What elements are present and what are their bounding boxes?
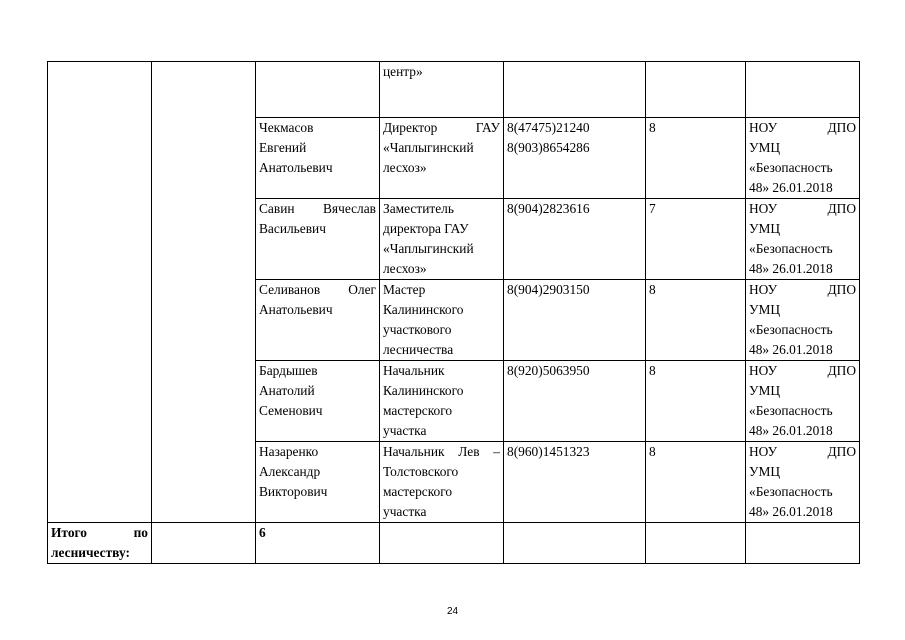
training-cell xyxy=(746,62,860,118)
total-empty-cell xyxy=(746,523,860,564)
cell-line: НОУ ДПО xyxy=(749,282,856,297)
cell-line: Викторович xyxy=(259,484,328,499)
count-cell xyxy=(646,361,746,442)
forestry-cell xyxy=(48,62,152,523)
cell-line: Анатолий xyxy=(259,383,315,398)
total-label-line: лесничеству: xyxy=(51,545,130,560)
total-empty-cell xyxy=(646,523,746,564)
cell-line: 48» 26.01.2018 xyxy=(749,180,833,195)
cell-line: Селиванов Олег xyxy=(259,282,376,297)
cell-line: Начальник xyxy=(383,363,445,378)
count-cell xyxy=(646,62,746,118)
name-cell xyxy=(256,199,380,280)
position-cell xyxy=(380,442,504,523)
cell-line: УМЦ xyxy=(749,140,781,155)
cell-line: 48» 26.01.2018 xyxy=(749,423,833,438)
training-cell xyxy=(746,118,860,199)
total-empty-cell xyxy=(152,523,256,564)
cell-line: Александр xyxy=(259,464,321,479)
total-label xyxy=(48,523,152,564)
cell-line: 8 xyxy=(649,282,656,297)
cell-line: Бардышев xyxy=(259,363,318,378)
training-cell xyxy=(746,442,860,523)
personnel-table xyxy=(47,61,860,564)
cell-line: Калининского xyxy=(383,302,464,317)
cell-line: лесхоз» xyxy=(383,160,427,175)
total-row xyxy=(48,523,860,564)
cell-line: 8 xyxy=(649,363,656,378)
phone-cell xyxy=(504,361,646,442)
cell-line: Начальник Лев – xyxy=(383,444,500,459)
cell-line: «Чаплыгинский xyxy=(383,241,474,256)
count-cell xyxy=(646,118,746,199)
cell-line: мастерского xyxy=(383,484,453,499)
cell-line: Анатольевич xyxy=(259,302,333,317)
cell-line: 7 xyxy=(649,201,656,216)
cell-line: Толстовского xyxy=(383,464,459,479)
total-empty-cell xyxy=(380,523,504,564)
phone-cell xyxy=(504,442,646,523)
total-label-line: Итого по xyxy=(51,525,148,540)
name-cell xyxy=(256,118,380,199)
count-cell xyxy=(646,442,746,523)
position-cell xyxy=(380,361,504,442)
cell-line: Назаренко xyxy=(259,444,319,459)
cell-line: УМЦ xyxy=(749,464,781,479)
cell-line: участка xyxy=(383,423,427,438)
cell-line: Семенович xyxy=(259,403,323,418)
cell-line: «Безопасность xyxy=(749,160,833,175)
cell-line: Мастер xyxy=(383,282,426,297)
cell-line: лесхоз» xyxy=(383,261,427,276)
cell-line: Чекмасов xyxy=(259,120,314,135)
cell-line: УМЦ xyxy=(749,383,781,398)
position-cell xyxy=(380,118,504,199)
name-cell xyxy=(256,62,380,118)
cell-line: 48» 26.01.2018 xyxy=(749,342,833,357)
cell-line: лесничества xyxy=(383,342,454,357)
cell-line: 8 xyxy=(649,120,656,135)
cell-line: участка xyxy=(383,504,427,519)
cell-line: центр» xyxy=(383,64,423,79)
position-cell xyxy=(380,62,504,118)
position-cell xyxy=(380,199,504,280)
cell-line: «Безопасность xyxy=(749,241,833,256)
cell-line: 8(904)2823616 xyxy=(507,201,590,216)
phone-cell xyxy=(504,118,646,199)
cell-line: Васильевич xyxy=(259,221,326,236)
cell-line: «Безопасность xyxy=(749,484,833,499)
cell-line: 8 xyxy=(649,444,656,459)
name-cell xyxy=(256,361,380,442)
page-number: 24 xyxy=(446,606,459,617)
cell-line: Евгений xyxy=(259,140,307,155)
cell-line: 8(904)2903150 xyxy=(507,282,590,297)
name-cell xyxy=(256,280,380,361)
total-empty-cell xyxy=(504,523,646,564)
cell-line: НОУ ДПО xyxy=(749,201,856,216)
cell-line: НОУ ДПО xyxy=(749,120,856,135)
cell-line: мастерского xyxy=(383,403,453,418)
cell-line: 48» 26.01.2018 xyxy=(749,261,833,276)
cell-line: НОУ ДПО xyxy=(749,363,856,378)
phone-cell xyxy=(504,280,646,361)
cell-line: Директор ГАУ xyxy=(383,120,500,135)
cell-line: УМЦ xyxy=(749,302,781,317)
table-row xyxy=(48,62,860,118)
training-cell xyxy=(746,361,860,442)
cell-line: УМЦ xyxy=(749,221,781,236)
training-cell xyxy=(746,280,860,361)
position-cell xyxy=(380,280,504,361)
cell-line: «Безопасность xyxy=(749,322,833,337)
cell-line: директора ГАУ xyxy=(383,221,469,236)
cell-line: участкового xyxy=(383,322,452,337)
cell-line: 8(47475)21240 xyxy=(507,120,590,135)
cell-line: 8(903)8654286 xyxy=(507,140,590,155)
phone-cell xyxy=(504,199,646,280)
training-cell xyxy=(746,199,860,280)
cell-line: 8(920)5063950 xyxy=(507,363,590,378)
cell-line: «Безопасность xyxy=(749,403,833,418)
cell-line: «Чаплыгинский xyxy=(383,140,474,155)
cell-line: 48» 26.01.2018 xyxy=(749,504,833,519)
cell-line: 8(960)1451323 xyxy=(507,444,590,459)
cell-line: Савин Вячеслав xyxy=(259,201,376,216)
count-cell xyxy=(646,280,746,361)
cell-line: Калининского xyxy=(383,383,464,398)
total-value: 6 xyxy=(256,523,380,564)
count-cell xyxy=(646,199,746,280)
name-cell xyxy=(256,442,380,523)
forestry-subcell xyxy=(152,62,256,523)
cell-line: Анатольевич xyxy=(259,160,333,175)
cell-line: Заместитель xyxy=(383,201,454,216)
cell-line: НОУ ДПО xyxy=(749,444,856,459)
phone-cell xyxy=(504,62,646,118)
